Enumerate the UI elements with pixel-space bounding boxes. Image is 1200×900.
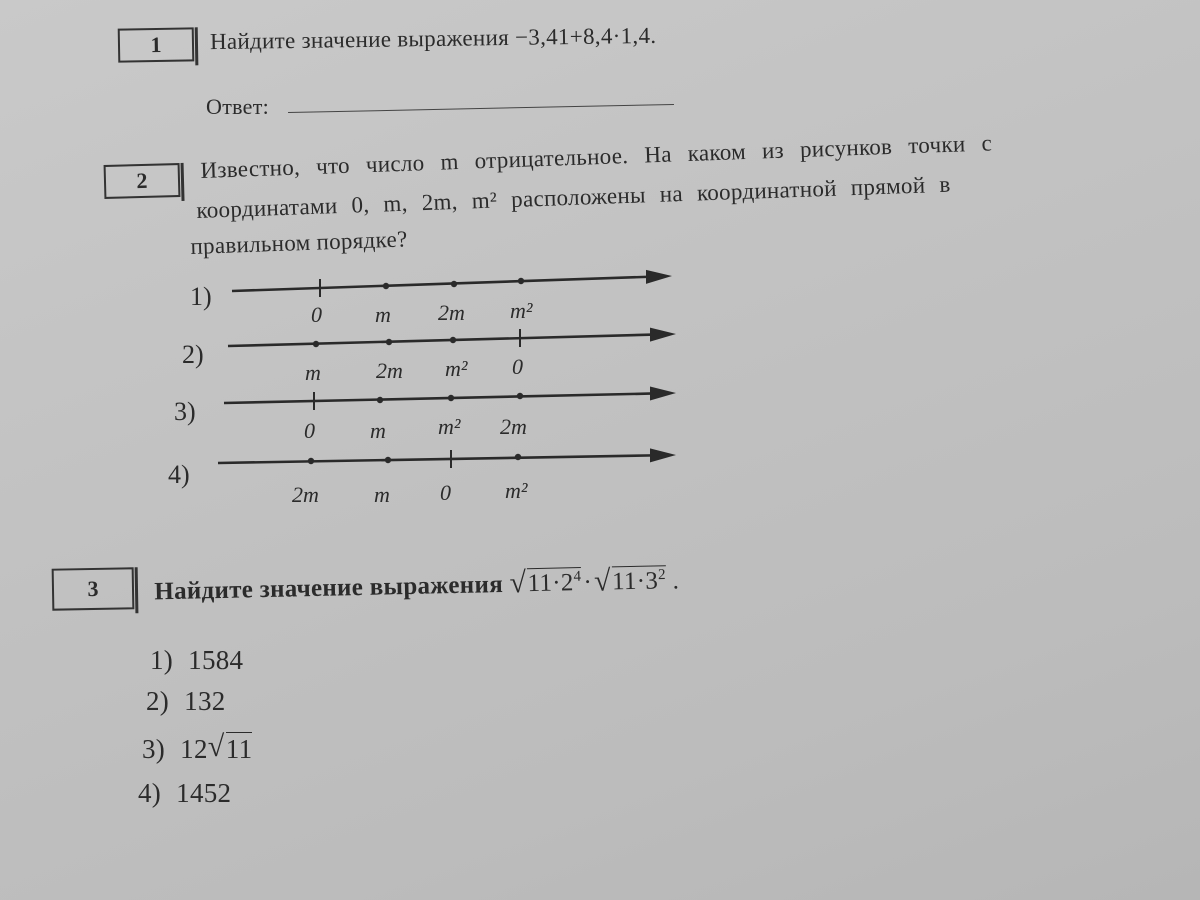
radicand-2: 11·3 [611,567,659,596]
point-dot-1-2 [383,283,389,289]
option-2-label: 2) [182,340,204,369]
answer-4-label: 4) [138,778,162,808]
sqrt-expression-1 [509,569,581,599]
option-4-label: 4) [168,460,190,489]
option-3-label: 3) [174,397,196,426]
answer-1-value: 1584 [188,645,244,675]
point-dot-3-3 [448,395,454,401]
opt1-point-2m: 2m [438,300,465,325]
answer-option-1[interactable] [150,645,243,676]
opt4-point-0: 0 [440,480,451,505]
point-dot-2-3 [450,337,456,343]
answer-2-value: 132 [184,686,226,716]
arrowhead-3 [650,387,676,401]
arrowhead-1 [646,270,672,284]
opt3-point-m2: m² [438,414,461,439]
answer-option-4[interactable] [138,778,231,809]
number-line-1 [232,277,650,291]
answer-3-label: 3) [142,734,166,764]
answer-2-label: 2) [146,686,170,716]
answer-3-radicand: 11 [225,734,253,764]
opt2-point-m: m [305,360,321,385]
answer-option-3[interactable] [142,734,252,765]
task-3-number-box [52,567,135,610]
point-dot-2-2 [386,339,392,345]
point-dot-4-2 [385,457,391,463]
task-1-text: Найдите значение выражения −3,41+8,4·1,4. [209,22,657,55]
opt3-point-m: m [370,418,386,443]
task-3-number: 3 [87,575,99,602]
option-1-label: 1) [190,282,212,311]
opt2-point-m2: m² [445,356,468,381]
sqrt-expression-2 [594,567,666,597]
opt1-point-m2: m² [510,298,533,323]
task-1-number: 1 [150,31,162,58]
number-line-3 [224,393,654,403]
point-dot-2-1 [313,341,319,347]
answer-4-value: 1452 [176,778,232,808]
number-line-2 [228,335,654,346]
task-2-line-2: координатами 0, m, 2m, m² расположены на координатной прямой в [196,171,951,223]
opt3-point-0: 0 [304,418,315,443]
answer-1-label: 1) [150,645,174,675]
point-dot-4-4 [515,454,521,460]
answer-3-sqrt [208,734,253,765]
task-3-period: . [672,567,680,595]
arrowhead-2 [650,328,676,342]
exponent-1: 4 [573,569,582,586]
point-dot-3-4 [517,393,523,399]
opt1-point-0: 0 [311,302,322,327]
answer-3-coef: 12 [180,734,208,764]
opt2-point-0: 0 [512,354,523,379]
opt3-point-2m: 2m [500,414,527,439]
number-line-4 [218,455,654,463]
task-2-line-3: правильном порядке? [190,226,408,259]
point-dot-1-3 [451,281,457,287]
arrowhead-4 [650,448,676,462]
multiply-dot: · [583,569,593,597]
point-dot-4-1 [308,458,314,464]
task-2-number: 2 [136,167,148,194]
task-3-text: Найдите значение выражения [154,571,504,606]
radicand-1: 11·2 [527,569,574,598]
opt1-point-m: m [375,302,391,327]
point-dot-1-4 [518,278,524,284]
opt4-point-2m: 2m [292,482,319,507]
exponent-2: 2 [657,567,667,584]
task-2-line-1: Известно, что число m отрицательное. На каком из рисунков точки с [200,130,993,183]
opt2-point-2m: 2m [376,358,403,383]
opt4-point-m2: m² [505,478,528,503]
answer-option-2[interactable] [146,686,226,717]
point-dot-3-2 [377,397,383,403]
opt4-point-m: m [374,482,390,507]
task-1-answer-label: Ответ: [206,94,270,119]
